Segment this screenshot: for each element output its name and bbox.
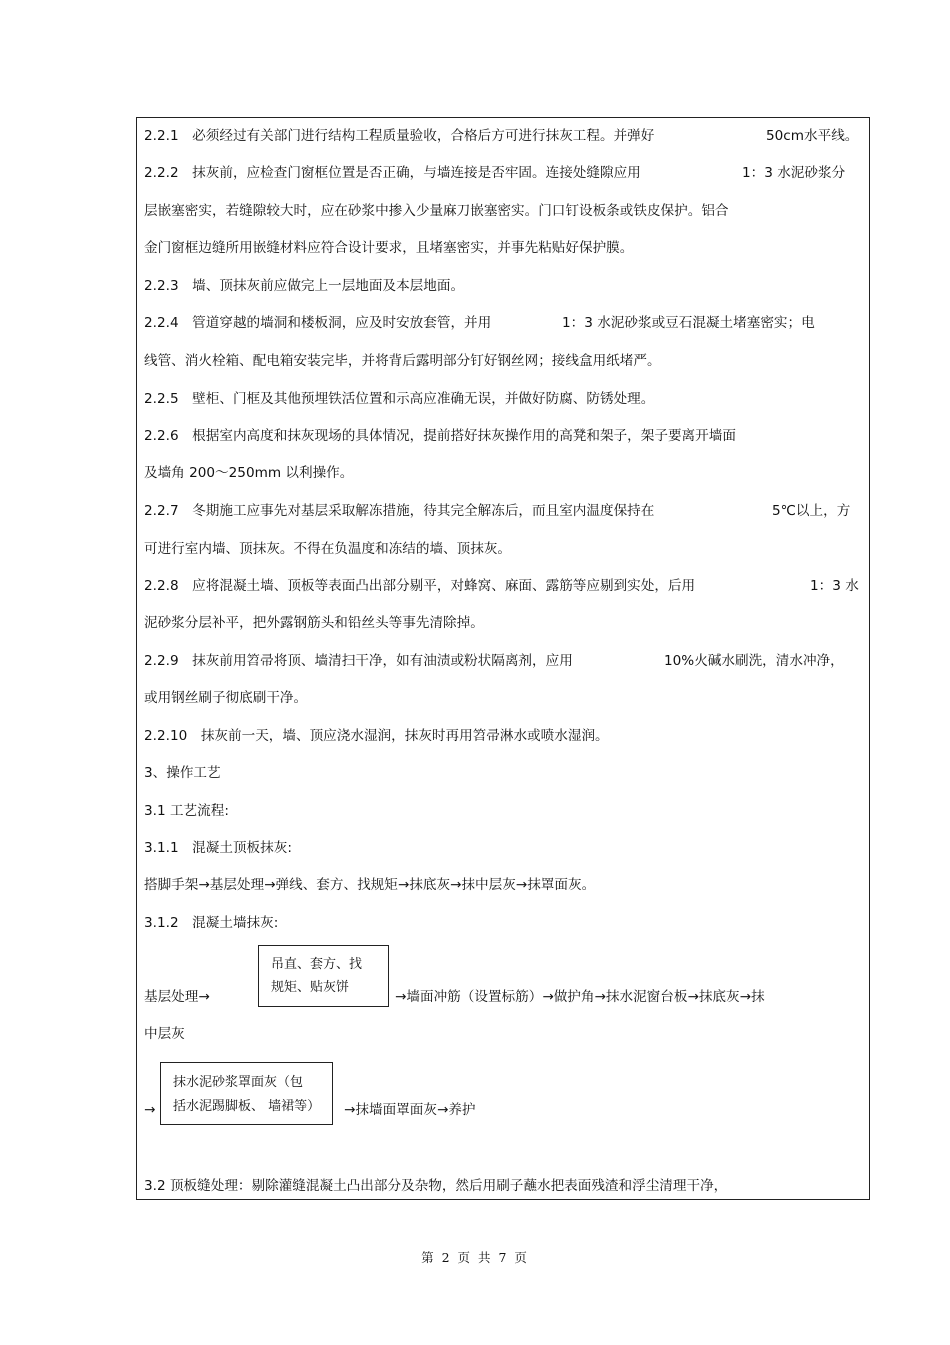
line-2-2-8-tail: 1：3 水: [810, 578, 859, 594]
flow2-box: [160, 1062, 333, 1125]
line-3-2: 3.2 顶板缝处理：剔除灌缝混凝土凸出部分及杂物，然后用刷子蘸水把表面残渣和浮尘清理干净，: [144, 1178, 728, 1194]
flow-ceiling: 搭脚手架→基层处理→弹线、套方、找规矩→抹底灰→抹中层灰→抹罩面灰。: [144, 877, 596, 893]
line-2-2-2-tail: 1：3 水泥砂浆分: [742, 165, 846, 181]
flow2-suffix: →抹墙面罩面灰→养护: [344, 1102, 476, 1118]
line-2-2-3: 2.2.3 墙、顶抹灰前应做完上一层地面及本层地面。: [144, 278, 465, 294]
flow1-box: [258, 945, 389, 1007]
line-2-2-1-tail: 50cm水平线。: [766, 128, 859, 144]
line-2-2-9: 2.2.9 抹灰前用笤帚将顶、墙清扫干净，如有油渍或粉状隔离剂，应用: [144, 653, 573, 669]
flow1-box-line1: 吊直、套方、找: [271, 957, 363, 972]
heading-3-1: 3.1 工艺流程:: [144, 803, 229, 819]
line-2-2-8: 2.2.8 应将混凝土墙、顶板等表面凸出部分剔平，对蜂窝、麻面、露筋等应剔到实处，后用: [144, 578, 696, 594]
flow2-box-line2: 括水泥踢脚板、 墙裙等）: [173, 1099, 321, 1114]
page-footer: 第 2 页 共 7 页: [421, 1250, 529, 1265]
line-2-2-2: 2.2.2 抹灰前，应检查门窗框位置是否正确，与墙连接是否牢固。连接处缝隙应用: [144, 165, 641, 181]
line-2-2-9-tail: 10%火碱水刷洗，清水冲净，: [664, 653, 844, 669]
line-2-2-1: 2.2.1 必须经过有关部门进行结构工程质量验收，合格后方可进行抹灰工程。并弹好: [144, 128, 655, 144]
heading-3-1-2: 3.1.2 混凝土墙抹灰:: [144, 915, 279, 931]
line-2-2-4-cont: 线管、消火栓箱、配电箱安装完毕，并将背后露明部分钉好钢丝网；接线盒用纸堵严。: [144, 353, 661, 369]
line-2-2-7-cont: 可进行室内墙、顶抹灰。不得在负温度和冻结的墙、顶抹灰。: [144, 541, 512, 557]
flow2-prefix: →: [144, 1102, 156, 1118]
line-2-2-7: 2.2.7 冬期施工应事先对基层采取解冻措施，待其完全解冻后，而且室内温度保持在: [144, 503, 655, 519]
line-2-2-8-cont: 泥砂浆分层补平，把外露钢筋头和铅丝头等事先清除掉。: [144, 615, 484, 631]
line-2-2-4-tail: 1：3 水泥砂浆或豆石混凝土堵塞密实；电: [562, 315, 815, 331]
line-2-2-5: 2.2.5 壁柜、门框及其他预埋铁活位置和示高应准确无误，并做好防腐、防锈处理。: [144, 391, 655, 407]
line-2-2-4: 2.2.4 管道穿越的墙洞和楼板洞，应及时安放套管，并用: [144, 315, 492, 331]
flow1-box-line2: 规矩、贴灰饼: [271, 980, 350, 995]
flow1-continuation: 中层灰: [144, 1026, 185, 1042]
line-2-2-6: 2.2.6 根据室内高度和抹灰现场的具体情况，提前搭好抹灰操作用的高凳和架子，架子要离开墙面: [144, 428, 736, 444]
line-2-2-10: 2.2.10 抹灰前一天，墙、顶应浇水湿润，抹灰时再用笤帚淋水或喷水湿润。: [144, 728, 609, 744]
flow1-prefix: 基层处理→: [144, 989, 210, 1005]
line-2-2-7-tail: 5℃以上，方: [772, 503, 851, 519]
line-2-2-2-cont2: 金门窗框边缝所用嵌缝材料应符合设计要求，且堵塞密实，并事先粘贴好保护膜。: [144, 240, 634, 256]
line-2-2-9-cont: 或用钢丝刷子彻底刷干净。: [144, 690, 308, 706]
flow1-suffix: →墙面冲筋（设置标筋）→做护角→抹水泥窗台板→抹底灰→抹: [395, 989, 765, 1005]
flow2-box-line1: 抹水泥砂浆罩面灰（包: [173, 1075, 304, 1090]
line-2-2-2-cont1: 层嵌塞密实，若缝隙较大时，应在砂浆中掺入少量麻刀嵌塞密实。门口钉设板条或铁皮保护。铝合: [144, 203, 729, 219]
heading-3-1-1: 3.1.1 混凝土顶板抹灰:: [144, 840, 292, 856]
line-2-2-6-cont: 及墙角 200～250mm 以利操作。: [144, 465, 354, 481]
heading-operation-process: 3、操作工艺: [144, 765, 221, 781]
